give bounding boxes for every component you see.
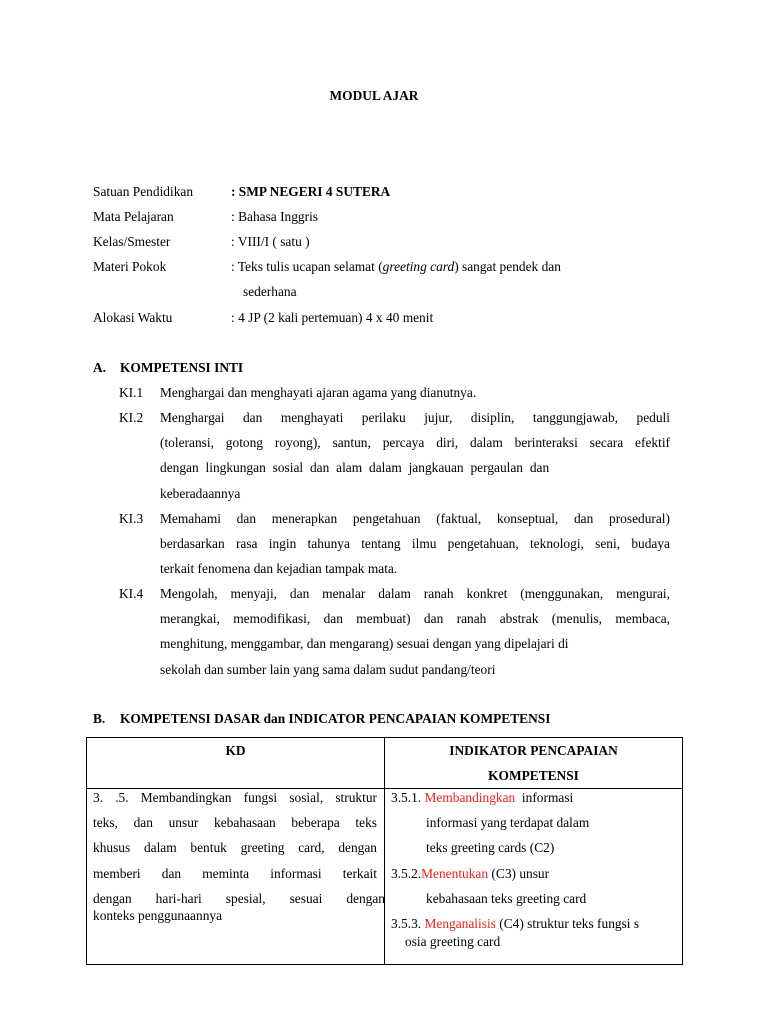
ki2-line: (toleransi, gotong royong), santun, percaya diri, dalam berinteraksi secara efektif (160, 435, 670, 451)
ki4-line: sekolah dan sumber lain yang sama dalam sudut pandang/teori (160, 661, 496, 677)
section-a-heading (93, 360, 243, 376)
indicator-header-line2: KOMPETENSI (488, 768, 579, 783)
ki1-line: Menghargai dan menghayati ajaran agama yang dianutnya. (160, 385, 477, 400)
ki3-line: Memahami dan menerapkan pengetahuan (faktual, konseptual, dan prosedural) (160, 511, 670, 526)
section-b-title: KOMPETENSI DASAR dan INDICATOR PENCAPAIAN KOMPETENSI (120, 711, 551, 726)
indicator-verb: Menentukan (421, 866, 489, 881)
ki2-text (160, 405, 670, 506)
identity-label-alokasi: Alokasi Waktu (93, 310, 173, 325)
kd-line: teks, dan unsur kebahasaan beberapa teks (93, 815, 377, 830)
ki4-line: merangkai, memodifikasi, dan membuat) dan ranah abstrak (menulis, membaca, (160, 611, 670, 627)
ki2-line: Menghargai dan menghayati perilaku jujur, disiplin, tanggungjawab, peduli (160, 410, 670, 425)
indicator-header (385, 738, 683, 789)
indicator-header-line1: INDIKATOR PENCAPAIAN (449, 743, 618, 758)
identity-label-kelas: Kelas/Smester (93, 234, 171, 249)
materi-post: ) sangat pendek dan (454, 259, 561, 274)
identity-label-satuan: Satuan Pendidikan (93, 184, 194, 199)
identity-value-materi (231, 259, 561, 275)
ki3-line: berdasarkan rasa ingin tahunya tentang ilmu pengetahuan, teknologi, seni, budaya (160, 536, 670, 552)
identity-value-kelas: : VIII/I ( satu ) (231, 234, 310, 249)
kd-table-header (87, 738, 683, 789)
indicator-num: 3.5.3. (391, 916, 425, 931)
ki1-code: KI.1 (119, 385, 144, 400)
indicator-item (391, 866, 549, 882)
indicator-num: 3.5.1. (391, 790, 425, 805)
indicator-verb: Membandingkan (424, 790, 516, 805)
ki2-line: dengan lingkungan sosial dan alam dalam jangkauan pergaulan dan (160, 460, 550, 476)
kd-line: memberi dan meminta informasi terkait (93, 866, 377, 881)
materi-pre: : Teks tulis ucapan selamat ( (231, 259, 383, 274)
ki4-line: menghitung, menggambar, dan mengarang) sesuai dengan yang dipelajari di (160, 636, 569, 652)
page-title: MODUL AJAR (329, 88, 419, 103)
indicator-num: 3.5.2. (391, 866, 422, 881)
ki4-code: KI.4 (119, 586, 144, 601)
kd-cell (87, 789, 385, 965)
ki3-text (160, 506, 670, 582)
identity-value-materi-cont: sederhana (243, 284, 297, 299)
indicator-cell (385, 789, 683, 965)
indicator-rest: informasi (515, 790, 574, 805)
indicator-rest: (C4) struktur teks fungsi s (495, 916, 640, 931)
ki2-code: KI.2 (119, 410, 144, 425)
section-a-title: KOMPETENSI INTI (120, 360, 244, 375)
kd-line: khusus dalam bentuk greeting card, dengan (93, 840, 377, 855)
kd-line: konteks penggunaannya (93, 908, 223, 923)
table-row (87, 789, 683, 965)
kd-header (87, 738, 385, 789)
identity-label-materi: Materi Pokok (93, 259, 167, 274)
kd-line: 3. .5. Membandingkan fungsi sosial, struktur (93, 790, 377, 805)
section-b-letter: B. (93, 711, 106, 726)
indicator-item (391, 790, 573, 806)
identity-value-satuan: : SMP NEGERI 4 SUTERA (231, 184, 391, 199)
ki3-line: terkait fenomena dan kejadian tampak mata. (160, 561, 398, 577)
indicator-header-label (385, 738, 682, 788)
ki2-line: keberadaannya (160, 485, 241, 501)
ki4-line: Mengolah, menyaji, dan menalar dalam ranah konkret (menggunakan, mengurai, (160, 586, 670, 601)
ki4-text (160, 581, 670, 682)
kd-line: dengan hari-hari spesial, sesuai dengan (93, 891, 385, 906)
indicator-cont: osia greeting card (405, 934, 501, 949)
indicator-rest: (C3) unsur (488, 866, 550, 881)
indicator-item (391, 916, 639, 932)
indicator-cont: informasi yang terdapat dalam (426, 815, 590, 830)
identity-label-mapel: Mata Pelajaran (93, 209, 174, 224)
indicator-cont: kebahasaan teks greeting card (426, 891, 587, 906)
section-a-letter: A. (93, 360, 107, 375)
materi-em: greeting card (382, 259, 455, 274)
kd-table (86, 737, 683, 965)
indicator-verb: Menganalisis (424, 916, 496, 931)
kd-header-label: KD (225, 743, 246, 758)
indicator-cont: teks greeting cards (C2) (426, 840, 555, 855)
identity-value-alokasi: : 4 JP (2 kali pertemuan) 4 x 40 menit (231, 310, 434, 325)
identity-value-mapel: : Bahasa Inggris (231, 209, 319, 224)
section-b-heading (93, 711, 550, 727)
ki1-text (160, 380, 670, 405)
ki3-code: KI.3 (119, 511, 144, 526)
